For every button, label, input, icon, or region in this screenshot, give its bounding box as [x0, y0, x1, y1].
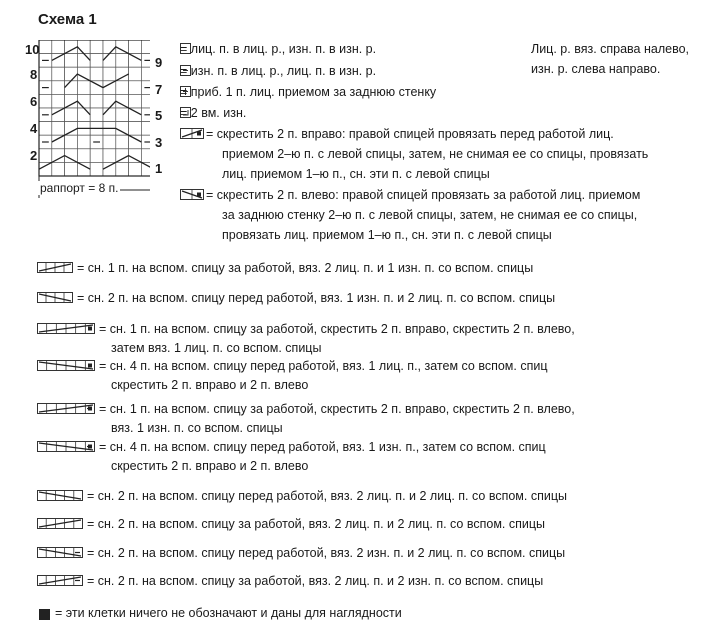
cable-4-right-icon: [37, 518, 83, 529]
row-number-right: 7: [155, 82, 163, 97]
direction-note-line2: изн. р. слева направо.: [531, 62, 661, 76]
cable-5-right-icon: [37, 323, 95, 334]
cable-4-left-icon: [37, 490, 83, 501]
cable-3-left-icon: [37, 292, 73, 303]
direction-note-line1: Лиц. р. вяз. справа налево,: [531, 42, 690, 56]
legend-text: = скрестить 2 п. вправо: правой спицей провязать перед работой лиц.: [206, 127, 614, 141]
legend-text: = сн. 2 п. на вспом. спицу перед работой, вяз. 2 лиц. п. и 2 лиц. п. со вспом. спицы: [87, 489, 567, 503]
filled-square-icon: [39, 609, 50, 620]
legend-text: затем вяз. 1 лиц. п. со вспом. спицы: [111, 341, 322, 355]
legend-text: = сн. 4 п. на вспом. спицу перед работой, вяз. 1 изн. п., затем со вспом. спиц: [99, 440, 546, 454]
cable-5-right-purl-icon: [37, 403, 95, 414]
legend-text: = 2 вм. изн.: [180, 106, 247, 120]
row-number-left: 10: [25, 42, 40, 57]
row-number-right: 3: [155, 135, 163, 150]
legend-text: лиц. приемом 1–ю п., сн. эти п. с левой спицы: [222, 167, 490, 181]
footer-note: = эти клетки ничего не обозначают и даны для наглядности: [55, 606, 402, 620]
cable-5-left-purl-icon: [37, 441, 95, 452]
cable-4-left-purl-icon: [37, 547, 83, 558]
legend-text: скрестить 2 п. вправо и 2 п. влево: [111, 459, 309, 473]
rapport-label: раппорт = 8 п.: [40, 181, 119, 195]
cable-3-right-icon: [37, 262, 73, 273]
row-number-left: 2: [30, 148, 38, 163]
legend-text: = сн. 1 п. на вспом. спицу за работой, скрестить 2 п. вправо, скрестить 2 п. влево,: [99, 402, 575, 416]
cross-right-icon: [180, 128, 204, 139]
legend-text: = изн. п. в лиц. р., лиц. п. в изн. р.: [180, 64, 377, 78]
legend-text: = сн. 4 п. на вспом. спицу перед работой, вяз. 1 лиц. п., затем со вспом. спиц: [99, 359, 548, 373]
cable-5-left-icon: [37, 360, 95, 371]
legend-text: приемом 2–ю п. с левой спицы, затем, не снимая ее со спицы, провязать: [222, 147, 649, 161]
legend-text: = приб. 1 п. лиц. приемом за заднюю стенку: [180, 85, 437, 99]
cross-left-icon: [180, 189, 204, 200]
legend-text: = сн. 2 п. на вспом. спицу за работой, вяз. 2 лиц. п. и 2 изн. п. со вспом. спицы: [87, 574, 544, 588]
row-number-right: 1: [155, 161, 163, 176]
legend-text: провязать лиц. приемом 1–ю п., сн. эти п. с левой спицы: [222, 228, 552, 242]
cable-4-right-purl-icon: [37, 575, 83, 586]
legend-text: вяз. 1 изн. п. со вспом. спицы: [111, 421, 283, 435]
legend-text: за заднюю стенку 2–ю п. с левой спицы, затем, не снимая ее со спицы,: [222, 208, 638, 222]
scheme-title: Схема 1: [38, 11, 97, 28]
legend-text: = сн. 2 п. на вспом. спицу за работой, вяз. 2 лиц. п. и 2 лиц. п. со вспом. спицы: [87, 517, 546, 531]
row-number-left: 6: [30, 94, 38, 109]
legend-text: = скрестить 2 п. влево: правой спицей провязать за работой лиц. приемом: [206, 188, 641, 202]
legend-text: = сн. 1 п. на вспом. спицу за работой, вяз. 2 лиц. п. и 1 изн. п. со вспом. спицы: [77, 261, 534, 275]
row-number-right: 9: [155, 55, 163, 70]
row-number-right: 5: [155, 108, 163, 123]
row-number-left: 4: [30, 121, 38, 136]
legend-text: = лиц. п. в лиц. р., изн. п. в изн. р.: [180, 42, 377, 56]
legend-text: = сн. 2 п. на вспом. спицу перед работой, вяз. 2 изн. п. и 2 лиц. п. со вспом. спицы: [87, 546, 566, 560]
legend-text: = сн. 2 п. на вспом. спицу перед работой, вяз. 1 изн. п. и 2 лиц. п. со вспом. спицы: [77, 291, 556, 305]
legend-text: скрестить 2 п. вправо и 2 п. влево: [111, 378, 309, 392]
row-number-left: 8: [30, 67, 38, 82]
legend-text: = сн. 1 п. на вспом. спицу за работой, скрестить 2 п. вправо, скрестить 2 п. влево,: [99, 322, 575, 336]
